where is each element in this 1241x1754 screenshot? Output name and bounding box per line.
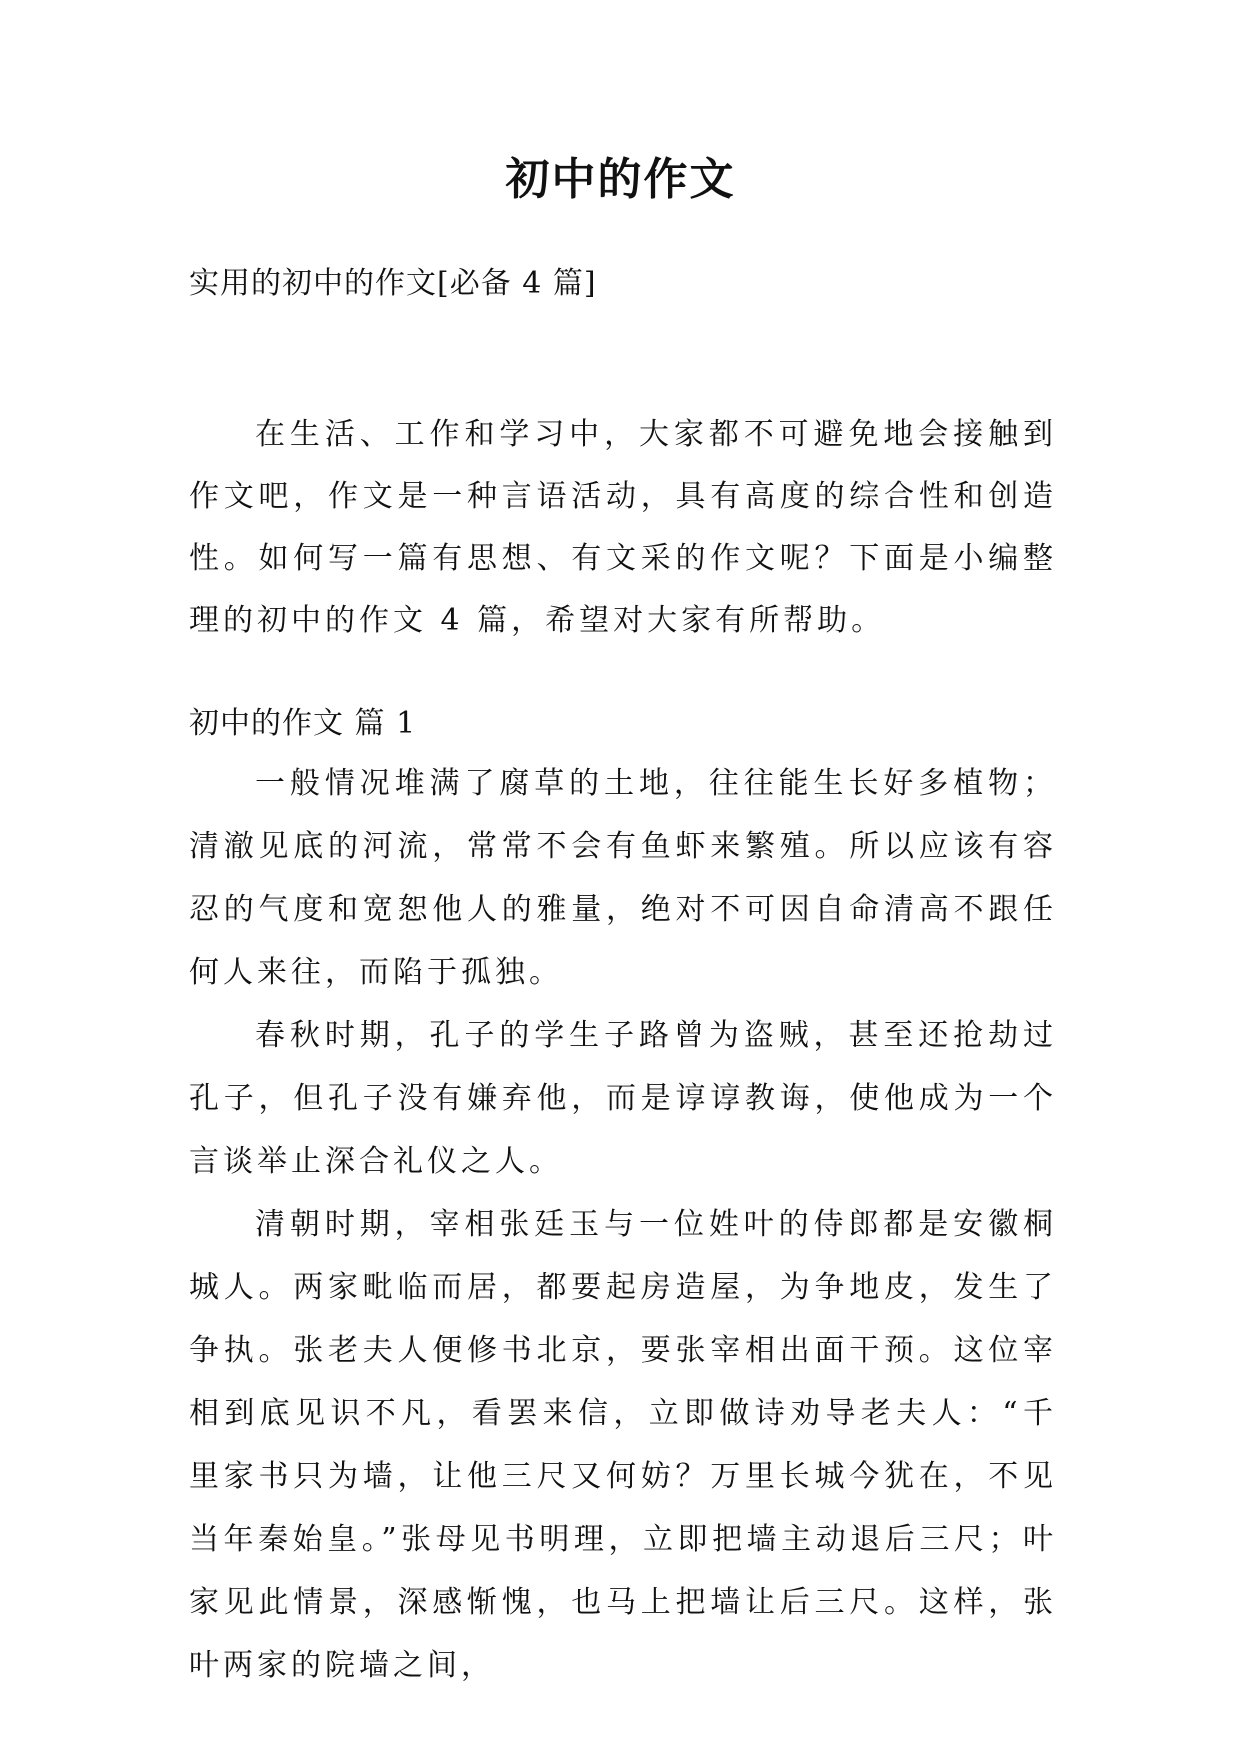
body-paragraph: 一般情况堆满了腐草的土地，往往能生长好多植物；清澈见底的河流，常常不会有鱼虾来繁殖。所以应该有容忍的气度和宽恕他人的雅量，绝对不可因自命清高不跟任何人来往，而陷于孤独。 [189,766,1057,990]
body-paragraph: 春秋时期，孔子的学生子路曾为盗贼，甚至还抢劫过孔子，但孔子没有嫌弃他，而是谆谆教诲，使他成为一个言谈举止深合礼仪之人。 [189,1018,1057,1179]
document-title: 初中的作文 [505,154,736,205]
section-heading: 初中的作文 篇 1 [189,706,417,741]
intro-paragraph: 在生活、工作和学习中，大家都不可避免地会接触到作文吧，作文是一种言语活动，具有高度的综合性和创造性。如何写一篇有思想、有文采的作文呢？下面是小编整理的初中的作文 4 篇，希望对大家有所帮助。 [189,417,1057,638]
body-paragraph: 清朝时期，宰相张廷玉与一位姓叶的侍郎都是安徽桐城人。两家毗临而居，都要起房造屋，为争地皮，发生了争执。张老夫人便修书北京，要张宰相出面干预。这位宰相到底见识不凡，看罢来信，立即做诗劝导老夫人：“千里家书只为墙，让他三尺又何妨？万里长城今犹在，不见当年秦始皇。”张母见书明理，立即把墙主动退后三尺；叶家见此情景，深感惭愧，也马上把墙让后三尺。这样，张叶两家的院墙之间， [189,1207,1057,1683]
section-body [189,752,1057,1697]
document-subtitle: 实用的初中的作文[必备 4 篇] [189,266,597,301]
